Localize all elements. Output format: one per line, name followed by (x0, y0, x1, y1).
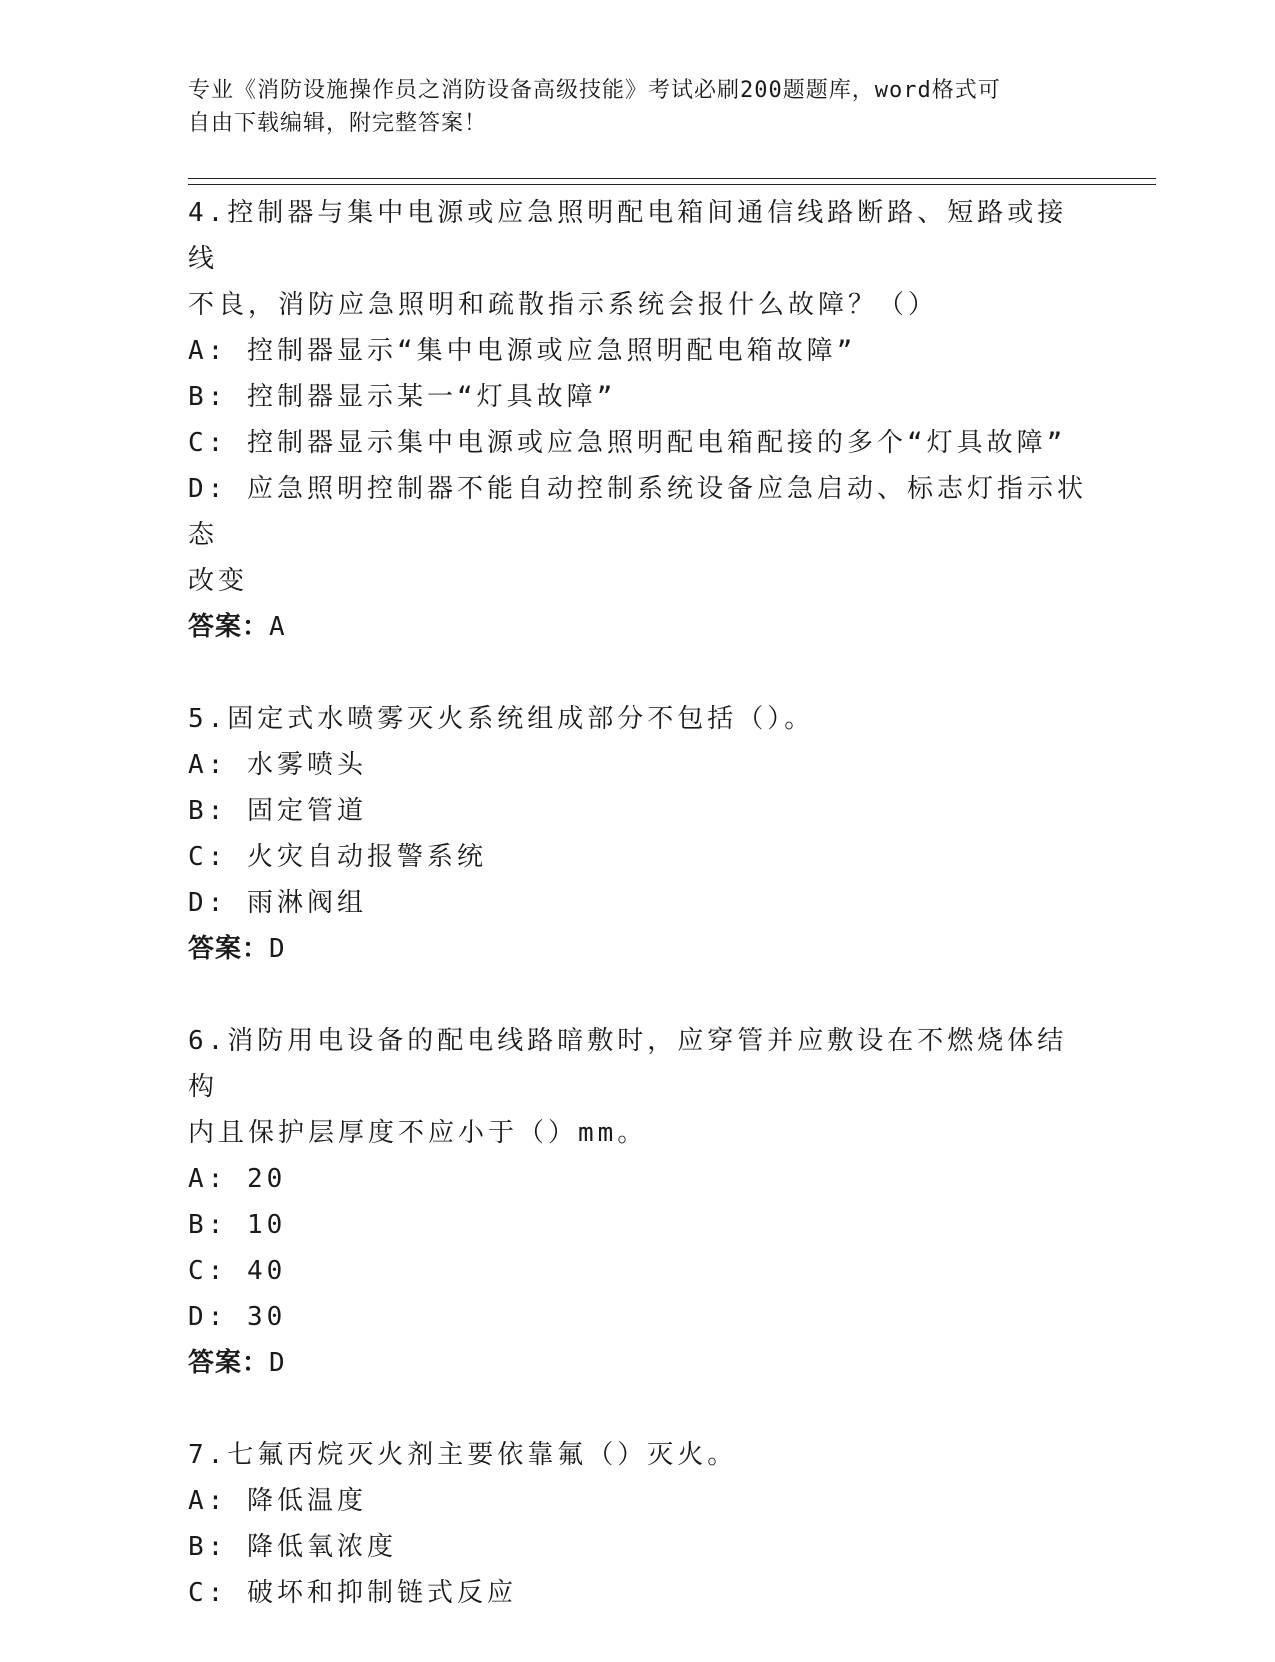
option-c: C: 火灾自动报警系统 (188, 842, 487, 872)
option-a: A: 控制器显示“集中电源或应急照明配电箱故障” (188, 336, 857, 366)
option-d: D: 应急照明控制器不能自动控制系统设备应急启动、标志灯指示状态 (188, 474, 1087, 550)
question-stem: 5.固定式水喷雾灭火系统组成部分不包括（）。 (188, 704, 815, 734)
header-divider-bottom (188, 184, 1156, 185)
option-a: A: 降低温度 (188, 1486, 367, 1516)
question-stem: 6.消防用电设备的配电线路暗敷时，应穿管并应敷设在不燃烧体结构 (188, 1026, 1068, 1102)
question-6 (188, 1018, 1088, 1386)
answer-line (188, 1340, 1088, 1386)
answer-value: D (269, 934, 286, 964)
question-list (188, 190, 1088, 1662)
answer-label: 答案： (188, 612, 270, 642)
answer-line (188, 604, 1088, 650)
question-stem: 内且保护层厚度不应小于（）mm。 (188, 1118, 648, 1148)
option-a: A: 水雾喷头 (188, 750, 367, 780)
answer-line (188, 926, 1088, 972)
question-stem: 不良，消防应急照明和疏散指示系统会报什么故障？（） (188, 290, 939, 320)
answer-value: D (269, 1348, 286, 1378)
option-b: B: 控制器显示某一“灯具故障” (188, 382, 617, 412)
question-5 (188, 696, 1088, 972)
answer-label: 答案： (188, 1348, 270, 1378)
question-stem: 7.七氟丙烷灭火剂主要依靠氟（）灭火。 (188, 1440, 738, 1470)
question-7 (188, 1432, 1088, 1616)
option-c: C: 控制器显示集中电源或应急照明配电箱配接的多个“灯具故障” (188, 428, 1067, 458)
option-d: D: 30 (188, 1302, 287, 1332)
option-b: B: 降低氧浓度 (188, 1532, 397, 1562)
answer-label: 答案： (188, 934, 270, 964)
option-c: C: 破坏和抑制链式反应 (188, 1578, 517, 1608)
option-d: D: 雨淋阀组 (188, 888, 367, 918)
question-stem: 4.控制器与集中电源或应急照明配电箱间通信线路断路、短路或接线 (188, 198, 1068, 274)
option-a: A: 20 (188, 1164, 287, 1194)
option-d-continued: 改变 (188, 566, 249, 596)
option-b: B: 10 (188, 1210, 287, 1240)
header-divider-top (188, 178, 1156, 179)
option-b: B: 固定管道 (188, 796, 367, 826)
option-c: C: 40 (188, 1256, 287, 1286)
document-header (188, 74, 1068, 140)
question-4 (188, 190, 1088, 650)
answer-value: A (269, 612, 286, 642)
header-line-1: 专业《消防设施操作员之消防设备高级技能》考试必刷200题题库，word格式可 (188, 78, 1001, 103)
header-line-2: 自由下载编辑，附完整答案！ (188, 111, 488, 136)
